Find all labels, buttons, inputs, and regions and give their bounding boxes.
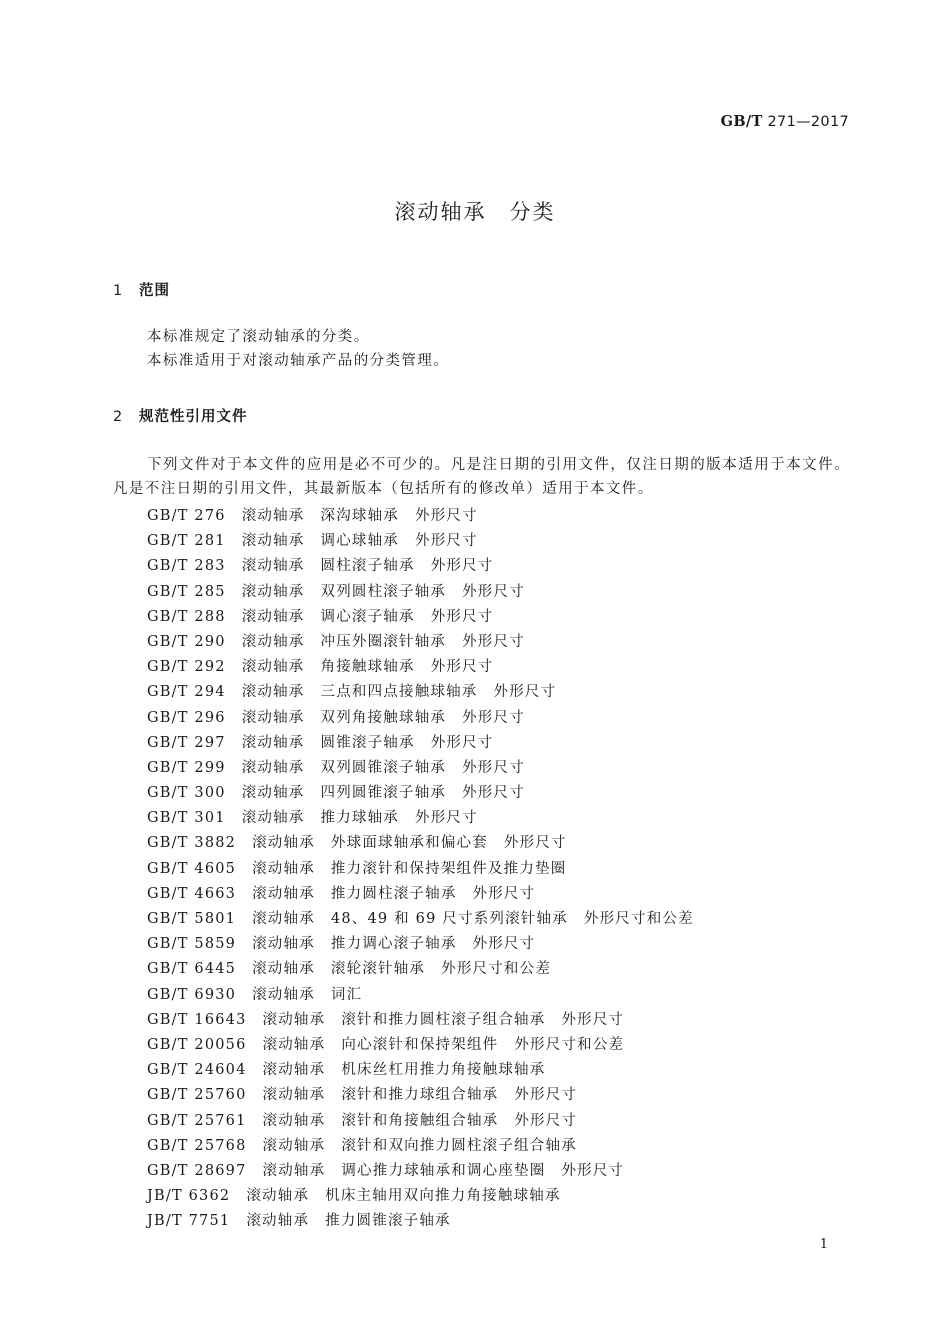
reference-item <box>147 706 710 731</box>
reference-title-part: 外形尺寸和公差 <box>514 1036 625 1053</box>
reference-title-part: 滚动轴承 <box>252 911 315 927</box>
section-heading-scope <box>113 279 170 300</box>
reference-code: GB/T 276 <box>147 508 226 524</box>
reference-code: GB/T 25761 <box>147 1112 247 1129</box>
reference-title-part: 滚动轴承 <box>262 1062 326 1079</box>
reference-title-part: 外形尺寸 <box>503 835 567 852</box>
reference-title-part: 深沟球轴承 <box>320 508 399 524</box>
reference-title-part: 滚动轴承 <box>252 885 315 902</box>
reference-item <box>147 756 710 781</box>
reference-title-part: 滚动轴承 <box>241 633 305 650</box>
reference-title-part: 滚针和推力球组合轴承 <box>341 1087 499 1104</box>
reference-title-part: 滚轮滚针轴承 <box>330 961 426 978</box>
reference-title-part: 向心滚针和保持架组件 <box>341 1036 499 1053</box>
reference-title-part: 圆锥滚子轴承 <box>320 734 415 751</box>
section-number: 1 <box>113 283 124 299</box>
reference-title-part: 滚动轴承 <box>241 558 305 575</box>
reference-title-part: 外形尺寸 <box>514 1112 578 1129</box>
reference-title-part: 滚动轴承 <box>241 709 305 726</box>
reference-title-part: 外形尺寸和公差 <box>441 961 552 978</box>
reference-title-part: 外形尺寸 <box>430 608 494 625</box>
section-title: 规范性引用文件 <box>139 409 248 425</box>
reference-title-part: 外球面球轴承和偏心套 <box>330 835 488 852</box>
reference-item <box>147 1109 710 1134</box>
reference-code: GB/T 28697 <box>147 1162 247 1179</box>
reference-title-part: 滚动轴承 <box>246 1188 310 1205</box>
reference-title-part: 滚动轴承 <box>241 608 305 625</box>
reference-title-part: 滚动轴承 <box>241 684 305 701</box>
page-title: 滚动轴承 分类 <box>394 200 556 224</box>
reference-item <box>147 857 710 882</box>
reference-title-part: 外形尺寸 <box>430 558 494 575</box>
reference-title-part: 外形尺寸 <box>561 1162 625 1179</box>
reference-title-part: 外形尺寸 <box>462 709 525 726</box>
reference-code: GB/T 3882 <box>147 835 237 852</box>
reference-item <box>147 1058 710 1083</box>
reference-title-part: 推力调心滚子轴承 <box>330 936 457 953</box>
reference-item <box>147 529 710 554</box>
reference-code: GB/T 290 <box>147 633 226 650</box>
reference-code: GB/T 4663 <box>147 885 237 902</box>
reference-title-part: 外形尺寸 <box>415 810 478 827</box>
reference-item <box>147 907 710 932</box>
reference-title-part: 外形尺寸 <box>462 785 525 802</box>
reference-title-part: 滚动轴承 <box>241 810 305 827</box>
section-number: 2 <box>113 409 124 425</box>
page-number: 1 <box>819 1237 828 1252</box>
reference-code: GB/T 283 <box>147 558 226 575</box>
reference-item <box>147 1134 710 1159</box>
reference-title-part: 滚动轴承 <box>262 1112 326 1129</box>
reference-title-part: 外形尺寸 <box>493 684 557 701</box>
reference-title-part: 滚针和双向推力圆柱滚子组合轴承 <box>341 1137 577 1154</box>
reference-code: GB/T 300 <box>147 785 226 802</box>
reference-item <box>147 605 710 630</box>
reference-title-part: 双列圆锥滚子轴承 <box>320 759 447 776</box>
standard-number: 271—2017 <box>767 114 849 130</box>
reference-item <box>147 806 710 831</box>
reference-code: GB/T 25760 <box>147 1087 247 1104</box>
reference-title-part: 推力圆锥滚子轴承 <box>325 1213 451 1230</box>
reference-title-part: 冲压外圈滚针轴承 <box>320 633 447 650</box>
reference-item <box>147 1184 710 1209</box>
reference-title-part: 滚动轴承 <box>241 785 305 802</box>
reference-title-part: 滚动轴承 <box>241 533 305 550</box>
reference-title-part: 滚针和角接触组合轴承 <box>341 1112 499 1129</box>
reference-title-part: 推力滚针和保持架组件及推力垫圈 <box>330 860 567 877</box>
reference-title-part: 机床丝杠用推力角接触球轴承 <box>341 1062 546 1079</box>
reference-code: GB/T 297 <box>147 734 226 751</box>
reference-title-part: 外形尺寸 <box>561 1011 625 1028</box>
reference-title-part: 滚动轴承 <box>262 1036 326 1053</box>
reference-code: GB/T 20056 <box>147 1036 247 1053</box>
reference-code: GB/T 292 <box>147 659 226 676</box>
reference-item <box>147 655 710 680</box>
reference-list <box>147 504 710 1234</box>
reference-item <box>147 1008 710 1033</box>
reference-title-part: 双列圆柱滚子轴承 <box>320 583 447 600</box>
reference-title-part: 滚动轴承 <box>262 1137 326 1154</box>
reference-item <box>147 983 710 1008</box>
reference-title-part: 角接触球轴承 <box>320 659 415 676</box>
reference-title-part: 滚动轴承 <box>262 1087 326 1104</box>
reference-title-part: 滚动轴承 <box>241 583 305 600</box>
reference-item <box>147 781 710 806</box>
reference-title-part: 滚动轴承 <box>252 936 315 953</box>
reference-item <box>147 1083 710 1108</box>
reference-item <box>147 504 710 529</box>
reference-code: GB/T 25768 <box>147 1137 247 1154</box>
reference-item <box>147 680 710 705</box>
document-code <box>721 113 849 130</box>
reference-code: GB/T 285 <box>147 583 226 600</box>
reference-item <box>147 1033 710 1058</box>
reference-title-part: 滚动轴承 <box>252 961 315 978</box>
scope-paragraphs <box>113 325 850 373</box>
reference-title-part: 滚动轴承 <box>262 1011 326 1028</box>
reference-code: GB/T 299 <box>147 759 226 776</box>
reference-item <box>147 1159 710 1184</box>
reference-code: GB/T 296 <box>147 709 226 726</box>
reference-code: GB/T 301 <box>147 810 226 827</box>
reference-code: GB/T 16643 <box>147 1011 247 1028</box>
reference-code: GB/T 6445 <box>147 961 237 978</box>
reference-title-part: 外形尺寸 <box>430 659 494 676</box>
reference-title-part: 滚动轴承 <box>241 734 305 751</box>
reference-code: GB/T 6930 <box>147 986 237 1003</box>
reference-item <box>147 831 710 856</box>
reference-title-part: 双列角接触球轴承 <box>320 709 447 726</box>
reference-title-part: 外形尺寸和公差 <box>583 911 694 927</box>
reference-code: GB/T 288 <box>147 608 226 625</box>
section-title: 范围 <box>139 283 170 299</box>
reference-item <box>147 932 710 957</box>
paragraph: 本标准规定了滚动轴承的分类。 <box>147 329 370 345</box>
reference-title-part: 滚动轴承 <box>246 1213 310 1230</box>
reference-title-part: 滚动轴承 <box>241 759 305 776</box>
reference-title-part: 滚动轴承 <box>252 986 315 1003</box>
reference-code: GB/T 294 <box>147 684 226 701</box>
reference-title-part: 词汇 <box>330 986 363 1003</box>
reference-title-part: 48、49 和 69 尺寸系列滚针轴承 <box>330 911 568 927</box>
reference-title-part: 外形尺寸 <box>472 936 536 953</box>
reference-title-part: 外形尺寸 <box>514 1087 578 1104</box>
reference-title-part: 滚动轴承 <box>241 659 305 676</box>
reference-title-part: 滚动轴承 <box>252 860 315 877</box>
reference-title-part: 调心球轴承 <box>320 533 399 550</box>
reference-item <box>147 731 710 756</box>
reference-title-part: 滚针和推力圆柱滚子组合轴承 <box>341 1011 546 1028</box>
references-intro <box>113 453 850 501</box>
standard-prefix: GB/T <box>720 113 763 130</box>
reference-item <box>147 957 710 982</box>
reference-code: GB/T 24604 <box>147 1062 247 1079</box>
reference-title-part: 推力圆柱滚子轴承 <box>330 885 457 902</box>
reference-code: GB/T 4605 <box>147 860 237 877</box>
reference-code: JB/T 7751 <box>147 1213 231 1230</box>
reference-title-part: 外形尺寸 <box>472 885 536 902</box>
reference-title-part: 外形尺寸 <box>415 533 478 550</box>
reference-title-part: 机床主轴用双向推力角接触球轴承 <box>325 1188 561 1205</box>
reference-code: GB/T 5859 <box>147 936 237 953</box>
reference-title-part: 滚动轴承 <box>241 508 305 524</box>
reference-code: GB/T 5801 <box>147 911 237 927</box>
reference-title-part: 外形尺寸 <box>415 508 478 524</box>
reference-title-part: 推力球轴承 <box>320 810 399 827</box>
paragraph: 本标准适用于对滚动轴承产品的分类管理。 <box>147 353 450 369</box>
reference-code: GB/T 281 <box>147 533 226 550</box>
section-heading-normative-references <box>113 405 248 426</box>
reference-title-part: 外形尺寸 <box>462 633 525 650</box>
paragraph: 下列文件对于本文件的应用是必不可少的。凡是注日期的引用文件，仅注日期的版本适用于本文件。凡是不注日期的引用文件，其最新版本（包括所有的修改单）适用于本文件。 <box>113 457 850 497</box>
reference-title-part: 滚动轴承 <box>262 1162 326 1179</box>
reference-title-part: 三点和四点接触球轴承 <box>320 684 478 701</box>
reference-item <box>147 1209 710 1234</box>
reference-code: JB/T 6362 <box>147 1188 231 1205</box>
reference-title-part: 四列圆锥滚子轴承 <box>320 785 447 802</box>
reference-title-part: 外形尺寸 <box>462 583 525 600</box>
reference-title-part: 外形尺寸 <box>462 759 525 776</box>
reference-title-part: 调心滚子轴承 <box>320 608 415 625</box>
reference-item <box>147 554 710 579</box>
reference-title-part: 圆柱滚子轴承 <box>320 558 415 575</box>
reference-item <box>147 882 710 907</box>
reference-item <box>147 630 710 655</box>
reference-title-part: 滚动轴承 <box>252 835 315 852</box>
reference-item <box>147 580 710 605</box>
reference-title-part: 外形尺寸 <box>430 734 494 751</box>
reference-title-part: 调心推力球轴承和调心座垫圈 <box>341 1162 546 1179</box>
